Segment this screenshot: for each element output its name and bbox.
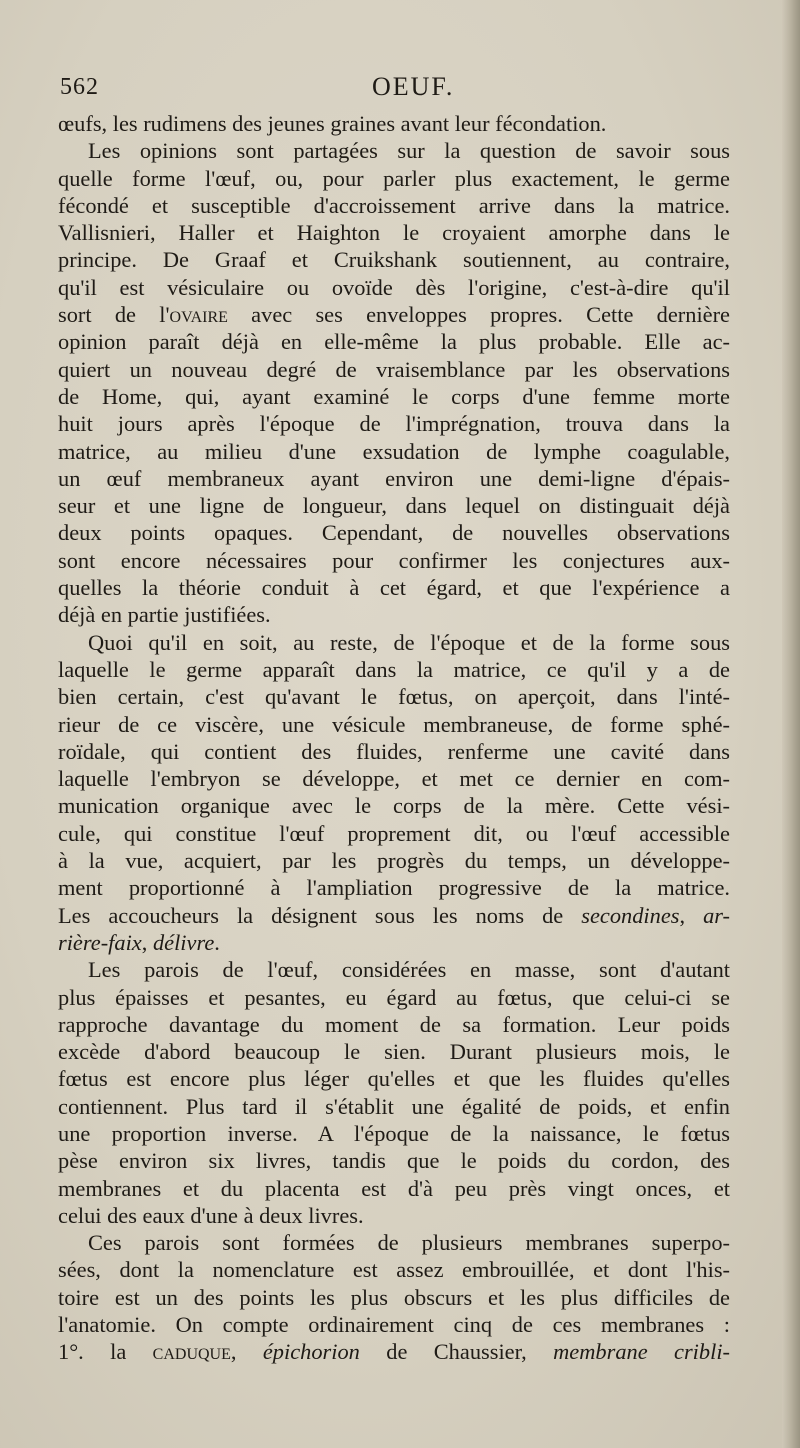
text-line: sont encore nécessaires pour confirmer les conjectures aux- bbox=[58, 547, 730, 573]
text-line: matrice, au milieu d'une exsudation de lymphe coagulable, bbox=[58, 438, 730, 464]
text-line: excède d'abord beaucoup le sien. Durant plusieurs mois, le bbox=[58, 1039, 730, 1065]
italic-text: secondines bbox=[581, 902, 680, 928]
text-line bbox=[58, 301, 730, 328]
text-line: à la vue, acquiert, par les progrès du temps, un développe- bbox=[58, 848, 730, 874]
small-caps-text: ovaire bbox=[169, 302, 228, 328]
page-header bbox=[60, 70, 740, 110]
text-line: Les opinions sont partagées sur la question de savoir sous bbox=[88, 138, 730, 164]
text-line: œufs, les rudimens des jeunes graines avant leur fécondation. bbox=[58, 111, 607, 136]
text-line: munication organique avec le corps de la mère. Cette vési- bbox=[58, 793, 730, 819]
text-line bbox=[58, 1338, 730, 1365]
text-line: laquelle le germe apparaît dans la matrice, ce qu'il y a de bbox=[58, 656, 730, 682]
text-line: de Home, qui, ayant examiné le corps d'une femme morte bbox=[58, 383, 730, 409]
italic-text: ar- bbox=[703, 902, 730, 928]
text-segment: de Chaussier, bbox=[359, 1339, 554, 1365]
italic-text: épichorion bbox=[262, 1339, 360, 1365]
text-segment: Les accoucheurs la désignent sous les noms de bbox=[58, 902, 582, 928]
text-line: fécondé et susceptible d'accroissement arrive dans la matrice. bbox=[58, 192, 730, 218]
text-line: quiert un nouveau degré de vraisemblance par les observations bbox=[58, 356, 730, 382]
text-line: l'anatomie. On compte ordinairement cinq de ces membranes : bbox=[58, 1312, 730, 1338]
text-line: deux points opaques. Cependant, de nouvelles observations bbox=[58, 520, 730, 546]
text-line: laquelle l'embryon se développe, et met ce dernier en com- bbox=[58, 766, 730, 792]
text-line bbox=[58, 902, 730, 929]
text-line: quelles la théorie conduit à cet égard, et que l'expérience a bbox=[58, 575, 730, 601]
italic-text: rière-faix bbox=[58, 929, 142, 955]
small-caps-text: caduque bbox=[152, 1339, 231, 1365]
text-line: Ces parois sont formées de plusieurs membranes superpo- bbox=[88, 1230, 730, 1256]
text-line: qu'il est vésiculaire ou ovoïde dès l'origine, c'est-à-dire qu'il bbox=[58, 274, 730, 300]
text-segment: , bbox=[230, 1339, 263, 1365]
text-line: sées, dont la nomenclature est assez embrouillée, et dont l'his- bbox=[58, 1257, 730, 1283]
text-segment: avec ses enveloppes propres. Cette dernière bbox=[227, 302, 730, 328]
text-line: huit jours après l'époque de l'imprégnation, trouva dans la bbox=[58, 411, 730, 437]
text-segment: . bbox=[214, 929, 220, 955]
page-number: 562 bbox=[60, 74, 99, 100]
text-line: seur et une ligne de longueur, dans lequel on distinguait déjà bbox=[58, 493, 730, 519]
text-segment: 1°. la bbox=[58, 1339, 153, 1365]
text-line bbox=[58, 929, 730, 956]
text-line: plus épaisses et pesantes, eu égard au fœtus, que celui-ci se bbox=[58, 984, 730, 1010]
italic-text: membrane cribli- bbox=[553, 1339, 730, 1365]
running-head: OEUF. bbox=[372, 72, 455, 101]
text-line: quelle forme l'œuf, ou, pour parler plus exactement, le germe bbox=[58, 165, 730, 191]
text-line: opinion paraît déjà en elle-même la plus probable. Elle ac- bbox=[58, 329, 730, 355]
text-line: cule, qui constitue l'œuf proprement dit, ou l'œuf accessible bbox=[58, 820, 730, 846]
text-line: pèse environ six livres, tandis que le poids du cordon, des bbox=[58, 1148, 730, 1174]
text-line: Quoi qu'il en soit, au reste, de l'époque et de la forme sous bbox=[88, 629, 730, 655]
text-line: celui des eaux d'une à deux livres. bbox=[58, 1202, 364, 1228]
text-line: toire est un des points les plus obscurs et les plus difficiles de bbox=[58, 1284, 730, 1310]
text-segment: , bbox=[679, 902, 704, 928]
text-line: rapproche davantage du moment de sa formation. Leur poids bbox=[58, 1011, 730, 1037]
text-line: un œuf membraneux ayant environ une demi-ligne d'épais- bbox=[58, 465, 730, 491]
text-line: contiennent. Plus tard il s'établit une égalité de poids, et enfin bbox=[58, 1093, 730, 1119]
text-line: Vallisnieri, Haller et Haighton le croyaient amorphe dans le bbox=[58, 220, 730, 246]
page-binding-edge bbox=[782, 0, 800, 1448]
text-line: principe. De Graaf et Cruikshank soutiennent, au contraire, bbox=[58, 247, 730, 273]
text-line: Les parois de l'œuf, considérées en masse, sont d'autant bbox=[88, 957, 730, 983]
text-line: roïdale, qui contient des fluides, renferme une cavité dans bbox=[58, 738, 730, 764]
italic-text: délivre bbox=[152, 929, 215, 955]
text-line: membranes et du placenta est d'à peu près vingt onces, et bbox=[58, 1175, 730, 1201]
text-segment: , bbox=[141, 929, 153, 955]
body-text bbox=[58, 110, 730, 1366]
text-line: rieur de ce viscère, une vésicule membraneuse, de forme sphé- bbox=[58, 711, 730, 737]
text-line: déjà en partie justifiées. bbox=[58, 602, 271, 628]
text-line: bien certain, c'est qu'avant le fœtus, on aperçoit, dans l'inté- bbox=[58, 684, 730, 710]
text-segment: sort de l' bbox=[58, 302, 170, 328]
text-line: une proportion inverse. A l'époque de la naissance, le fœtus bbox=[58, 1120, 730, 1146]
text-line: fœtus est encore plus léger qu'elles et que les fluides qu'elles bbox=[58, 1066, 730, 1092]
text-line: ment proportionné à l'ampliation progressive de la matrice. bbox=[58, 875, 730, 901]
